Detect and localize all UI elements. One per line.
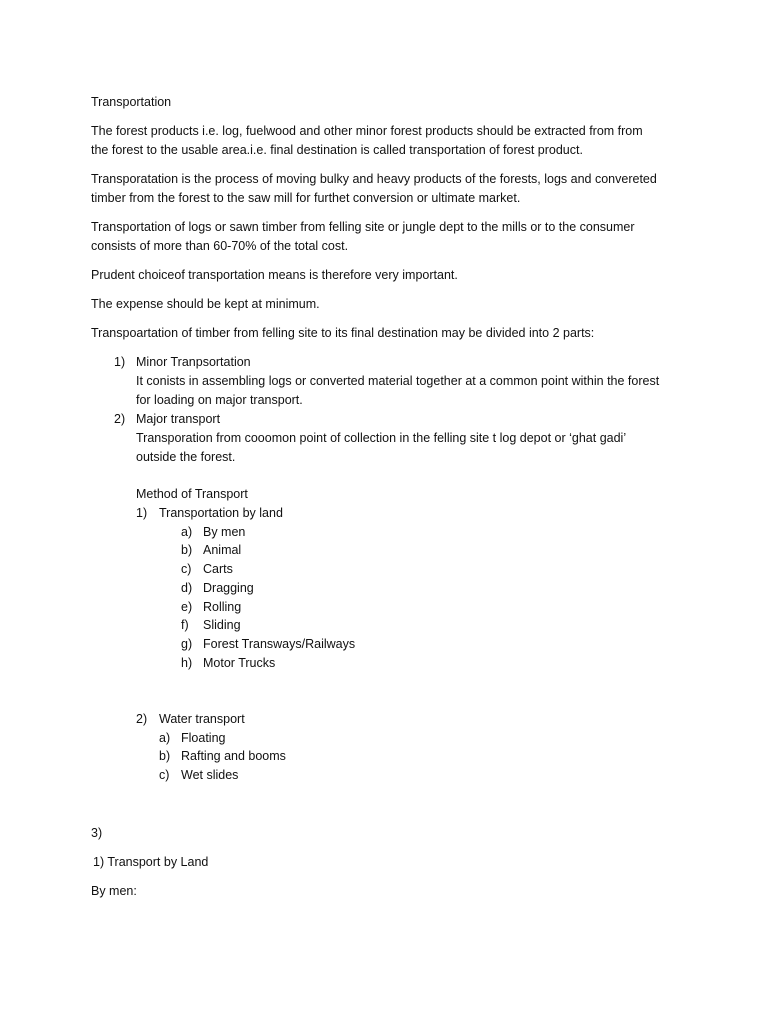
paragraph-line: consists of more than 60-70% of the total cost. [91,239,349,253]
part-heading: Major transport [136,412,221,426]
list-marker: g) [181,637,193,651]
document-title: Transportation [91,95,172,109]
list-item-text: Dragging [203,581,254,595]
subsection-heading: 1) Transport by Land [93,855,209,869]
list-marker: f) [181,618,189,632]
list-marker: 1) [114,355,126,369]
paragraph-line: timber from the forest to the saw mill for furthet conversion or ultimate market. [91,191,521,205]
paragraph-line: Prudent choiceof transportation means is therefore very important. [91,268,458,282]
list-item-text: Motor Trucks [203,656,276,670]
list-marker: d) [181,581,193,595]
paragraph-line: Transporatation is the process of moving bulky and heavy products of the forests, logs and convereted [91,172,657,186]
list-item-text: Sliding [203,618,241,632]
list-item-text: Forest Transways/Railways [203,637,356,651]
list-item-text: Rolling [203,600,242,614]
list-item-text: Rafting and booms [181,749,286,763]
paragraph-line: The expense should be kept at minimum. [91,297,320,311]
paragraph-line: Transpoartation of timber from felling site to its final destination may be divided into 2 parts: [91,326,595,340]
list-item-text: Floating [181,731,226,745]
list-item-text: Animal [203,543,242,557]
list-marker: c) [181,562,192,576]
part-description-line: It conists in assembling logs or converted material together at a common point within the forest [136,374,660,388]
subsection-label: By men: [91,884,137,898]
list-marker: e) [181,600,193,614]
paragraph-line: Transportation of logs or sawn timber from felling site or jungle dept to the mills or to the consumer [91,220,635,234]
list-marker: a) [181,525,193,539]
part-description-line: for loading on major transport. [136,393,303,407]
list-item-text: Wet slides [181,768,239,782]
method-heading: Method of Transport [136,487,248,501]
method-group-label: Transportation by land [159,506,283,520]
list-marker: b) [159,749,171,763]
list-marker: b) [181,543,193,557]
section-marker: 3) [91,826,103,840]
part-heading: Minor Tranpsortation [136,355,251,369]
paragraph-line: the forest to the usable area.i.e. final destination is called transportation of forest product. [91,143,583,157]
list-marker: 1) [136,506,148,520]
paragraph-line: The forest products i.e. log, fuelwood and other minor forest products should be extracted from from [91,124,643,138]
list-marker: 2) [114,412,126,426]
list-item-text: Carts [203,562,233,576]
part-description-line: outside the forest. [136,450,236,464]
method-group-label: Water transport [159,712,245,726]
list-marker: c) [159,768,170,782]
list-marker: a) [159,731,171,745]
list-item-text: By men [203,525,246,539]
list-marker: h) [181,656,193,670]
list-marker: 2) [136,712,148,726]
part-description-line: Transporation from cooomon point of collection in the felling site t log depot or ‘ghat gadi’ [136,431,627,445]
